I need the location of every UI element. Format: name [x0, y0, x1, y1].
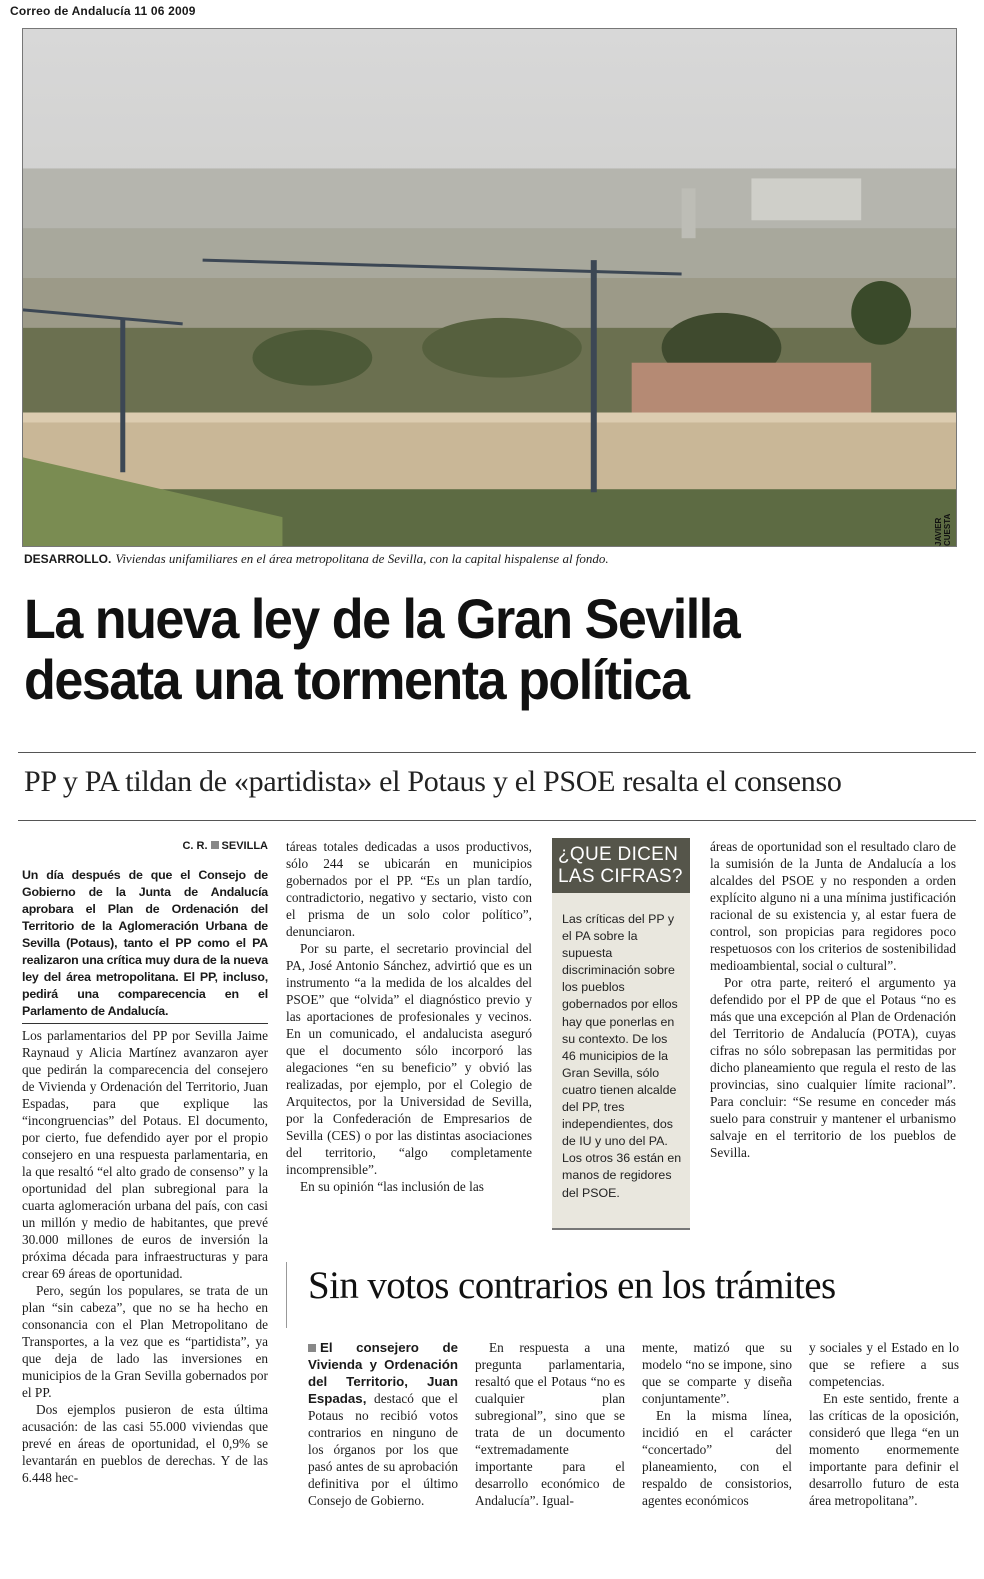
photo-housing-development [22, 28, 957, 547]
article-column-2 [286, 838, 532, 1195]
sidebar-box-title-line-1: ¿QUE DICEN [558, 844, 679, 865]
article-paragraph: Pero, según los populares, se trata de un plan “sin cabeza”, que no se ha hecho en consonancia con el Plan Metropolitano de Transportes, a la vez que es “partidista”, ya que deja de lado las inversiones en municipios de la Gran Sevilla gobernados por el PP. [22, 1283, 268, 1400]
article-paragraph: Los parlamentarios del PP por Sevilla Jaime Raynaud y Alicia Martínez avanzaron ayer que pedirán la comparecencia del consejero de Vivienda y Ordenación del Territorio, Juan Espadas, para que explique las “incongruencias” del Potaus. El documento, por cierto, fue defendido ayer por el propio consejero en una respuesta parlamentaria, en la que resaltó “el alto grado de consenso” y la oportunidad del plan subregional para la cuarta aglomeración urbana del país, con casi un millón y medio de habitantes, que prevé 30.000 millones de euros de inversión la próxima década para infraestructuras y para crear 69 áreas de oportunidad. [22, 1028, 268, 1281]
section-2-column-2 [475, 1339, 625, 1509]
section-2-title: Sin votos contrarios en los trámites [308, 1264, 836, 1307]
article-paragraph: Por su parte, el secretario provincial del PA, José Antonio Sánchez, advirtió que es un instrumento “a la medida de los alcaldes del PSOE” que “olvida” el diagnóstico previo y las aportaciones de profesionales y vecinos. En un comunicado, el andalucista aseguró que el documento sólo incorporó las alegaciones “en su beneficio” y obvió las realizadas, por ejemplo, por el Colegio de Arquitectos, por la Universidad de Sevilla, por la Confederación de Empresarios de Sevilla (CES) o por las distintas asociaciones del territorio, “algo completamente incomprensible”. [286, 941, 532, 1177]
section-2-text: destacó que el Potaus no recibió votos contrarios en ninguno de los órganos por los que pasó antes de su aprobación definitiva por el último Consejo de Gobierno. [308, 1391, 458, 1508]
section-2-paragraph: En respuesta a una pregunta parlamentaria, resaltó que el Potaus “no es cualquier plan subregional”, sino que se trata de un documento “extremadamente importante para el desarrollo económico de Andalucía”. Igual- [475, 1340, 625, 1508]
photo-credit: JAVIER CUESTA [934, 513, 952, 546]
sidebar-box-text: Las críticas del PP y el PA sobre la supuesta discriminación sobre los pueblos gobernados por ellos hay que ponerlas en su contexto. De los 46 municipios de la Gran Sevilla, sólo cuatro tienen alcalde del PP, tres independientes, dos de IU y uno del PA. Los otros 36 están en manos de regidores del PSOE. [562, 912, 682, 1200]
section-2-column-3 [642, 1339, 792, 1509]
section-2-lead: El consejero de Vivienda y Ordenación del Territorio, Juan Espadas, [308, 1340, 458, 1406]
sidebar-box-figures [552, 838, 690, 1230]
caption-text: Viviendas unifamiliares en el área metropolitana de Sevilla, con la capital hispalense al fondo. [115, 551, 609, 566]
sidebar-box-title [552, 838, 690, 893]
article-paragraph: Dos ejemplos pusieron de esta última acusación: de las casi 55.000 viviendas que prevé en áreas de oportunidad, el 0,9% se levantarán en pueblos de derechas. Y de las 6.448 hec- [22, 1402, 268, 1485]
square-bullet-icon [211, 841, 219, 849]
sidebar-box-title-line-2: LAS CIFRAS? [558, 866, 683, 887]
column-rule [286, 1262, 287, 1328]
divider [22, 1023, 268, 1024]
divider [18, 820, 976, 821]
byline-author: C. R. [182, 840, 208, 852]
article-paragraph: táreas totales dedicadas a usos productivos, sólo 244 se ubicarán en municipios gobernados por el PP. “Es un plan tardío, contradictorio, negativo y sectario, visto con el prisma de un solo color político”, denunciaron. [286, 839, 532, 939]
caption-lead: DESARROLLO. [24, 552, 112, 566]
article-column-1 [22, 838, 268, 1486]
photo-caption [24, 551, 959, 567]
article-paragraph: En su opinión “las inclusión de las [300, 1179, 484, 1194]
headline-line-1: La nueva ley de la Gran Sevilla [24, 587, 740, 650]
section-2-paragraph [308, 1339, 458, 1509]
newspaper-source: Correo de Andalucía 11 06 2009 [10, 4, 196, 18]
article-column-4 [710, 838, 956, 1161]
headline [24, 588, 898, 710]
square-bullet-icon [308, 1344, 316, 1352]
byline [22, 838, 268, 855]
section-2-paragraph: mente, matizó que su modelo “no se impone, sino que se comparte y diseña conjuntamente”. [642, 1340, 792, 1406]
section-2-column-1 [308, 1339, 458, 1509]
section-2-column-4 [809, 1339, 959, 1509]
article-lead: Un día después de que el Consejo de Gobierno de la Junta de Andalucía aprobara el Plan de Ordenación del Territorio de la Aglomeración Urbana de Sevilla (Potaus), tanto el PP como el PA realizaron una crítica muy dura de la nueva ley del área metropolitana. El PP, incluso, pedirá una comparecencia en el Parlamento de Andalucía. [22, 868, 268, 1018]
divider [18, 752, 976, 753]
article-paragraph: Por otra parte, reiteró el argumento ya defendido por el PP de que el Potaus “no es más que una excepción al Plan de Ordenación del Territorio de Andalucía (POTA), cuyas cifras no sólo sobrepasan las permitidas por dicho planeamiento que regula el resto de las provincias, sino cualquier límite racional”. Para concluir: “Se resume en conceder más suelo para construir y mantener el urbanismo salvaje en el territorio de los pueblos de Sevilla. [710, 975, 956, 1160]
byline-place: SEVILLA [221, 840, 268, 852]
article-paragraph: áreas de oportunidad son el resultado claro de la sumisión de la Junta de Andalucía a los alcaldes del PSOE y no responden a orden explícito alguno ni a una mínima justificación racional de su existencia y, al estar fuera de control, son propicias para regidores poco respetuosos con los criterios de sostenibilidad medioambiental, social o cultural”. [710, 839, 956, 973]
section-2-paragraph: En este sentido, frente a las críticas de la oposición, consideró que llega “en un momento enormemente importante para definir el desarrollo futuro de esta área metropolitana”. [809, 1391, 959, 1508]
section-2-paragraph: y sociales y el Estado en lo que se refiere a sus competencias. [809, 1340, 959, 1389]
section-2-paragraph: En la misma línea, incidió en el carácter “concertado” del planeamiento, con el respaldo de consistorios, agentes económicos [642, 1408, 792, 1508]
headline-line-2: desata una tormenta política [24, 648, 689, 711]
subheadline: PP y PA tildan de «partidista» el Potaus y el PSOE resalta el consenso [24, 765, 842, 798]
photo-illustration [23, 29, 956, 546]
